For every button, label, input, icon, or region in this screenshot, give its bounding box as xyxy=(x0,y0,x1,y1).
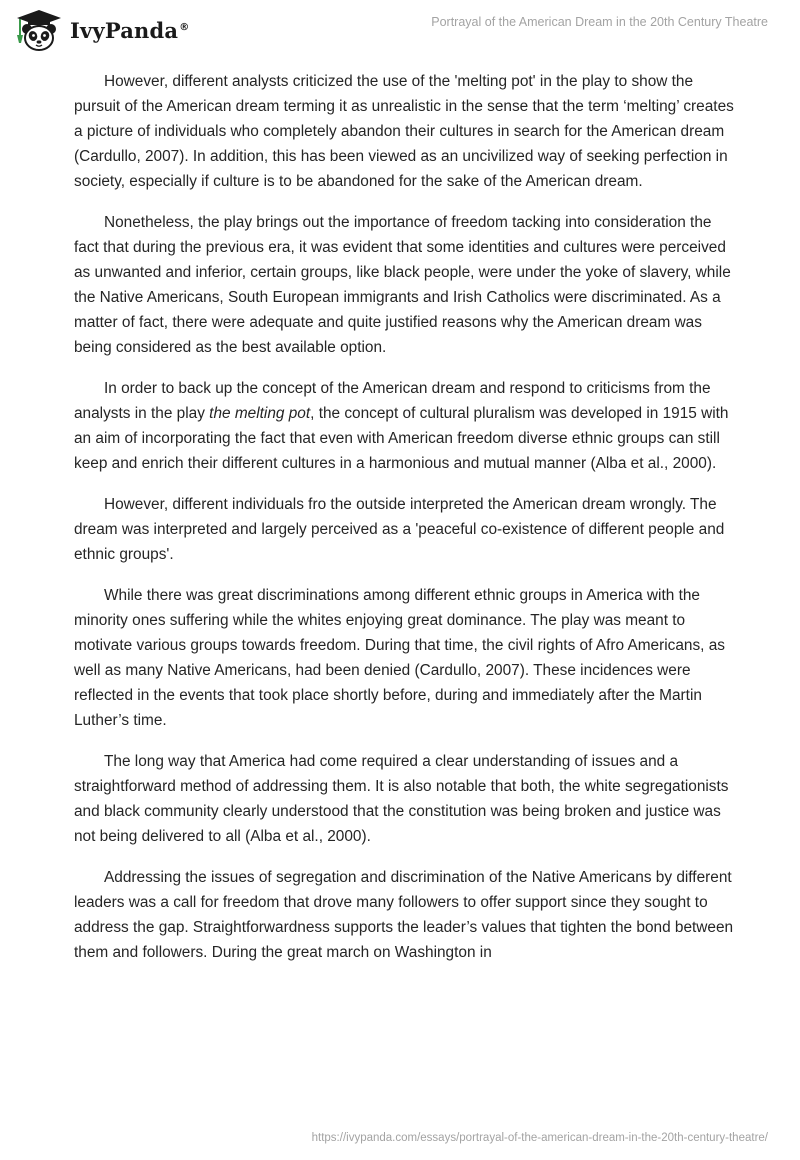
panda-graduation-icon xyxy=(14,8,64,52)
logo-wordmark: IvyPanda® xyxy=(70,17,190,43)
paragraph-text: In order to back up the concept of the American dream and respond to criticisms from the analysts in the play xyxy=(74,380,711,422)
paragraph: While there was great discriminations among different ethnic groups in America with the minority ones suffering while the whites enjoying great dominance. The play was meant to motivate various groups towards freedom. During that time, the civil rights of Afro Americans, as well as many Native Americans, had been denied (Cardullo, 2007). These incidences were reflected in the events that took place shortly before, during and immediately after the Martin Luther’s time. xyxy=(74,587,725,729)
document-title: Portrayal of the American Dream in the 20th Century Theatre xyxy=(431,15,768,29)
paragraph: Nonetheless, the play brings out the importance of freedom tacking into consideration the fact that during the previous era, it was evident that some identities and cultures were perceived as unwanted and inferior, certain groups, like black people, were under the yoke of slavery, while the Native Americans, South European immigrants and Irish Catholics were discriminated. As a matter of fact, there were adequate and quite justified reasons why the American dream was being considered as the best available option. xyxy=(74,214,731,356)
paragraph: Addressing the issues of segregation and discrimination of the Native Americans by different leaders was a call for freedom that drove many followers to offer support since they sought to address the gap. Straightforwardness supports the leader’s values that tighten the bond between them and followers. During the great march on Washington in xyxy=(74,869,734,961)
paragraph: The long way that America had come required a clear understanding of issues and a straightforward method of addressing them. It is also notable that both, the white segregationists and black community clearly understood that the constitution was being broken and justice was not being delivered to all (Alba et al., 2000). xyxy=(74,753,729,845)
paragraph: However, different analysts criticized the use of the 'melting pot' in the play to show the pursuit of the American dream terming it as unrealistic in the sense that the term ‘melting’ creates a picture of individuals who completely abandon their cultures in search for the American dream (Cardullo, 2007). In addition, this has been viewed as an uncivilized way of seeking perfection in society, especially if culture is to be abandoned for the sake of the American dream. xyxy=(74,73,734,190)
paragraph-text: , the concept of cultural pluralism was developed in 1915 with an aim of incorporating the fact that even with American freedom diverse ethnic groups can still keep and enrich their different cultures in a harmonious and mutual manner (Alba et al., 2000). xyxy=(74,405,729,472)
play-title-emphasis: the melting pot xyxy=(209,405,311,422)
ivypanda-logo[interactable] xyxy=(14,8,189,52)
registered-mark: ® xyxy=(179,21,190,33)
essay-body xyxy=(74,69,734,981)
paragraph xyxy=(74,376,734,476)
page-header xyxy=(0,0,800,60)
source-url[interactable]: https://ivypanda.com/essays/portrayal-of-the-american-dream-in-the-20th-century-theatre/ xyxy=(311,1132,768,1144)
paragraph: However, different individuals fro the outside interpreted the American dream wrongly. The dream was interpreted and largely perceived as a 'peaceful co-existence of different people and ethnic groups'. xyxy=(74,496,725,563)
